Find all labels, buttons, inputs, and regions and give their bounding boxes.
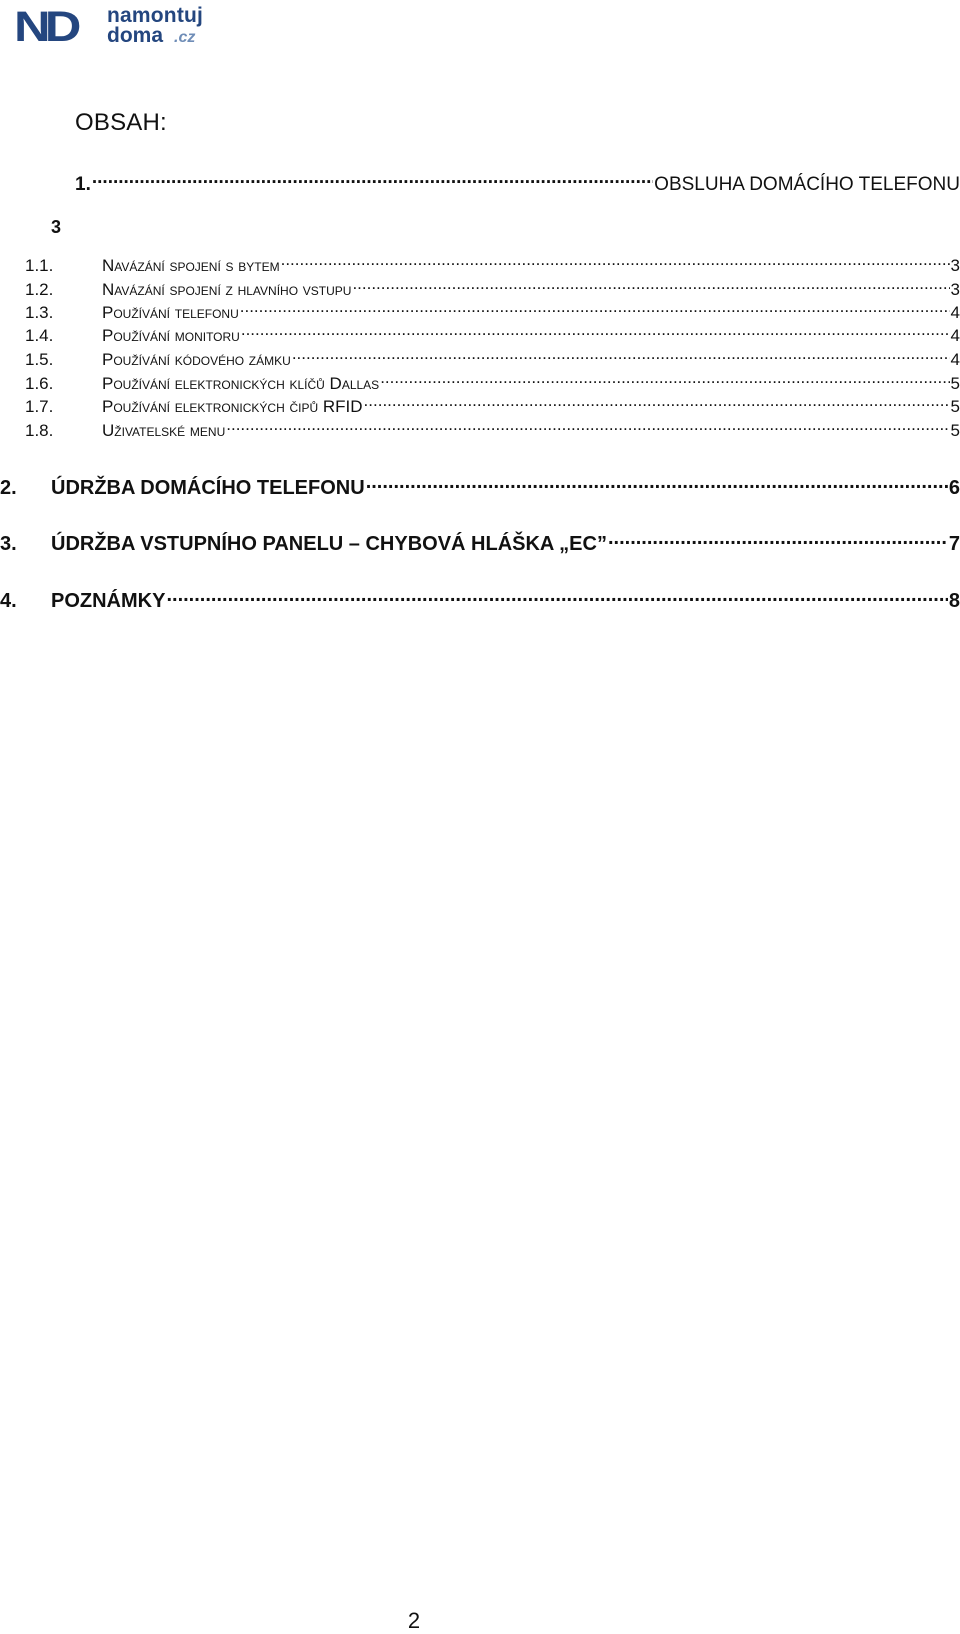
toc-entry-title: Používání elektronických klíčů Dallas <box>102 373 380 393</box>
toc-entry-page: 4 <box>950 302 960 322</box>
toc-entry-1-4[interactable] <box>25 321 960 347</box>
toc-entry-page: 7 <box>948 533 960 555</box>
toc-entry-title: Používání telefonu <box>102 302 239 322</box>
toc-entry-page: 8 <box>948 590 960 612</box>
toc-leader-dots <box>166 584 947 607</box>
logo-line2: doma <box>107 24 164 47</box>
toc-entry-number: 1.4. <box>25 325 54 345</box>
toc-entry-number: 4. <box>0 590 17 612</box>
toc-entry-title: Používání elektronických čipů RFID <box>102 396 363 416</box>
toc-entry-3[interactable] <box>0 527 960 556</box>
toc-leader-dots <box>380 369 949 389</box>
toc-entry-title: POZNÁMKY <box>51 590 166 612</box>
toc-entry-page: 3 <box>51 217 62 237</box>
toc-entry-number: 1.5. <box>25 349 54 369</box>
toc-leader-dots <box>352 275 949 295</box>
toc-entry-title: OBSLUHA DOMÁCÍHO TELEFONU <box>654 173 960 195</box>
toc-entry-number: 1. <box>75 173 91 195</box>
toc-entry-title: Navázání spojení z hlavního vstupu <box>102 279 352 299</box>
toc-entry-1-5[interactable] <box>25 345 960 371</box>
toc-entry-number: 1.2. <box>25 279 54 299</box>
toc-entry-1-3[interactable] <box>25 298 960 324</box>
toc-entry-4[interactable] <box>0 584 960 613</box>
toc-entry-number: 1.3. <box>25 302 54 322</box>
toc-leader-dots <box>240 298 950 318</box>
page-number: 2 <box>407 1608 421 1633</box>
toc-entry-1-8[interactable] <box>25 416 960 442</box>
toc-entry-page: 4 <box>950 349 960 369</box>
toc-entry-2[interactable] <box>0 471 960 500</box>
toc-entry-1-6[interactable] <box>25 369 960 395</box>
toc-entry-title: Uživatelské menu <box>102 420 226 440</box>
toc-leader-dots <box>281 251 950 271</box>
site-logo <box>14 3 296 51</box>
toc-entry-number: 2. <box>0 477 17 499</box>
toc-entry-page: 4 <box>950 325 960 345</box>
toc-entry-page: 6 <box>948 477 960 499</box>
toc-entry-1-7[interactable] <box>25 392 960 418</box>
toc-entry-number: 3. <box>0 533 17 555</box>
toc-entry-number: 1.7. <box>25 396 54 416</box>
toc-entry-page: 5 <box>950 396 960 416</box>
toc-heading: OBSAH: <box>75 109 167 136</box>
toc-entry-1-2[interactable] <box>25 275 960 301</box>
toc-entry-title: ÚDRŽBA VSTUPNÍHO PANELU – CHYBOVÁ HLÁŠKA „EC” <box>51 533 607 555</box>
toc-entry-title: Používání monitoru <box>102 325 240 345</box>
toc-entry-title: ÚDRŽBA DOMÁCÍHO TELEFONU <box>51 477 365 499</box>
toc-leader-dots <box>92 168 653 190</box>
logo-line1: namontuj <box>107 4 204 27</box>
toc-entry-page: 3 <box>950 255 960 275</box>
toc-entry-page: 5 <box>950 373 960 393</box>
toc-entry-1-1[interactable] <box>25 251 960 277</box>
toc-entry-title: Navázání spojení s bytem <box>102 255 280 275</box>
logo-tld: .cz <box>174 29 196 46</box>
toc-leader-dots <box>608 527 948 550</box>
toc-entry-1[interactable] <box>75 168 960 197</box>
toc-leader-dots <box>241 321 950 341</box>
toc-leader-dots <box>292 345 950 365</box>
toc-entry-page: 3 <box>950 279 960 299</box>
toc-leader-dots <box>364 392 950 412</box>
toc-entry-number: 1.6. <box>25 373 54 393</box>
toc-leader-dots <box>366 471 948 494</box>
toc-entry-number: 1.1. <box>25 255 54 275</box>
toc-entry-title: Používání kódového zámku <box>102 349 291 369</box>
toc-entry-page: 5 <box>950 420 960 440</box>
logo-mark: ND <box>14 3 76 51</box>
toc-leader-dots <box>226 416 949 436</box>
toc-entry-number: 1.8. <box>25 420 54 440</box>
